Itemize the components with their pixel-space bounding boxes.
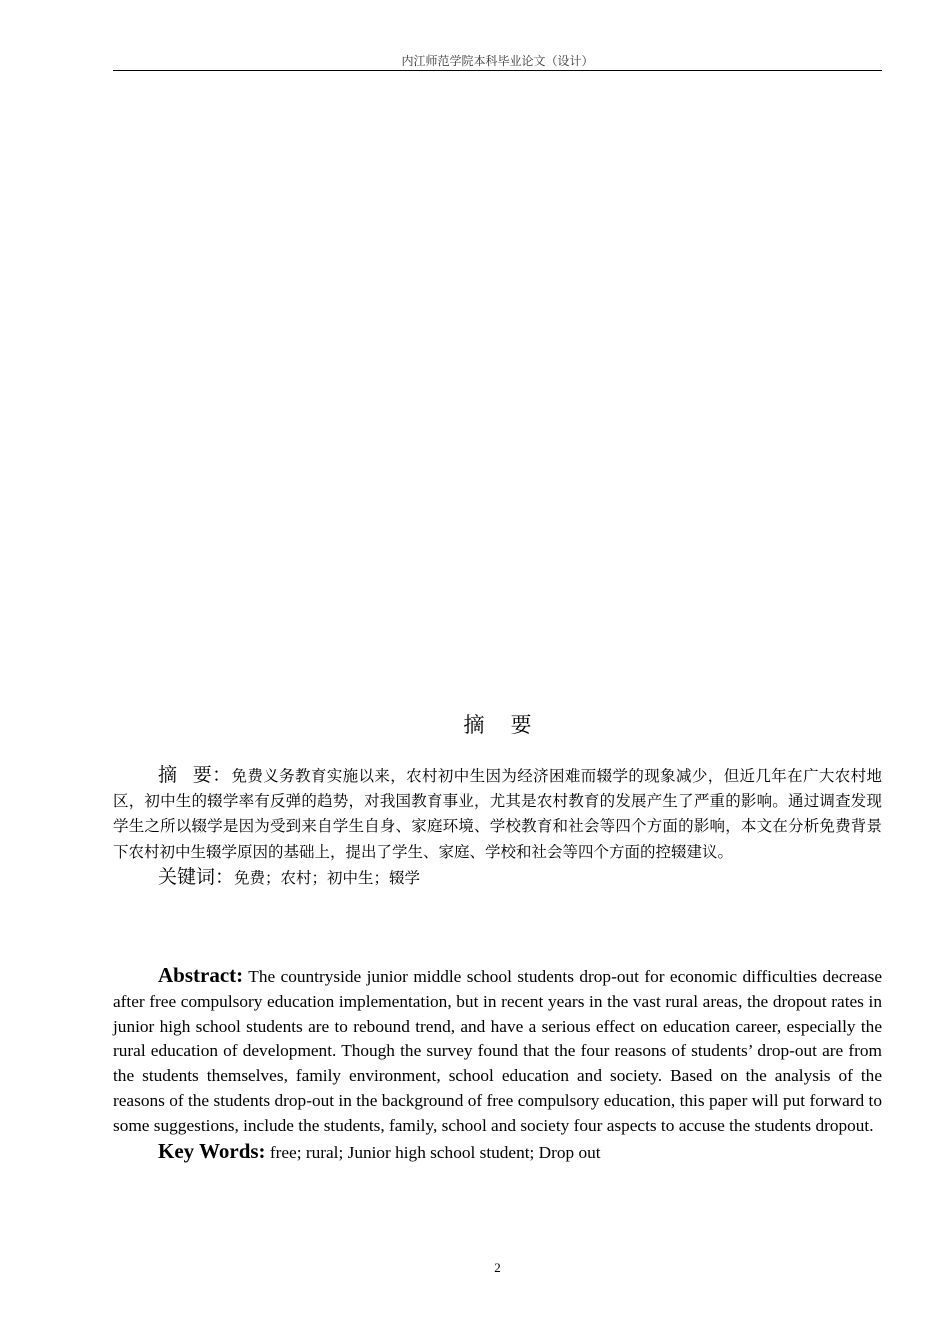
chinese-title-char-1: 摘	[463, 713, 485, 737]
chinese-abstract-label: 摘 要：	[158, 764, 232, 786]
english-abstract-label: Abstract:	[158, 963, 244, 987]
chinese-keywords-text: 免费；农村；初中生；辍学	[234, 868, 421, 887]
chinese-abstract-paragraph	[113, 763, 882, 865]
chinese-keywords-label: 关键词：	[158, 865, 235, 888]
chinese-keywords-paragraph	[113, 865, 882, 891]
english-abstract-section	[113, 963, 882, 1165]
english-keywords-label: Key Words:	[158, 1138, 266, 1163]
english-abstract-text: The countryside junior middle school students drop-out for economic difficulties decrease after free compulsory education implementation, but in recent years in the vast rural areas, the dropout rates in junior high school students are to rebound trend, and have a serious effect on education career, especially the rural education of development. Though the survey found that the four reasons of students’ drop-out are from the students themselves, family environment, school education and society. Based on the analysis of the reasons of the students drop-out in the background of free compulsory education, this paper will put forward to some suggestions, include the students, family, school and society four aspects to accuse the students dropout.	[113, 967, 882, 1135]
english-keywords-paragraph	[113, 1139, 882, 1166]
english-abstract-paragraph	[113, 963, 882, 1139]
chinese-abstract-title	[113, 710, 882, 740]
chinese-abstract-text: 免费义务教育实施以来，农村初中生因为经济困难而辍学的现象减少，但近几年在广大农村地区，初中生的辍学率有反弹的趋势，对我国教育事业，尤其是农村教育的发展产生了严重的影响。通过调查发现学生之所以辍学是因为受到来自学生自身、家庭环境、学校教育和社会等四个方面的影响，本文在分析免费背景下农村初中生辍学原因的基础上，提出了学生、家庭、学校和社会等四个方面的控辍建议。	[113, 767, 882, 861]
chinese-abstract-section	[113, 763, 882, 891]
header-rule	[113, 70, 882, 71]
chinese-title-char-2: 要	[510, 713, 532, 737]
page-header: 内江师范学院本科毕业论文（设计）	[401, 54, 594, 68]
english-keywords-text: free; rural; Junior high school student; Drop out	[269, 1142, 601, 1162]
page-number: 2	[494, 1260, 501, 1275]
